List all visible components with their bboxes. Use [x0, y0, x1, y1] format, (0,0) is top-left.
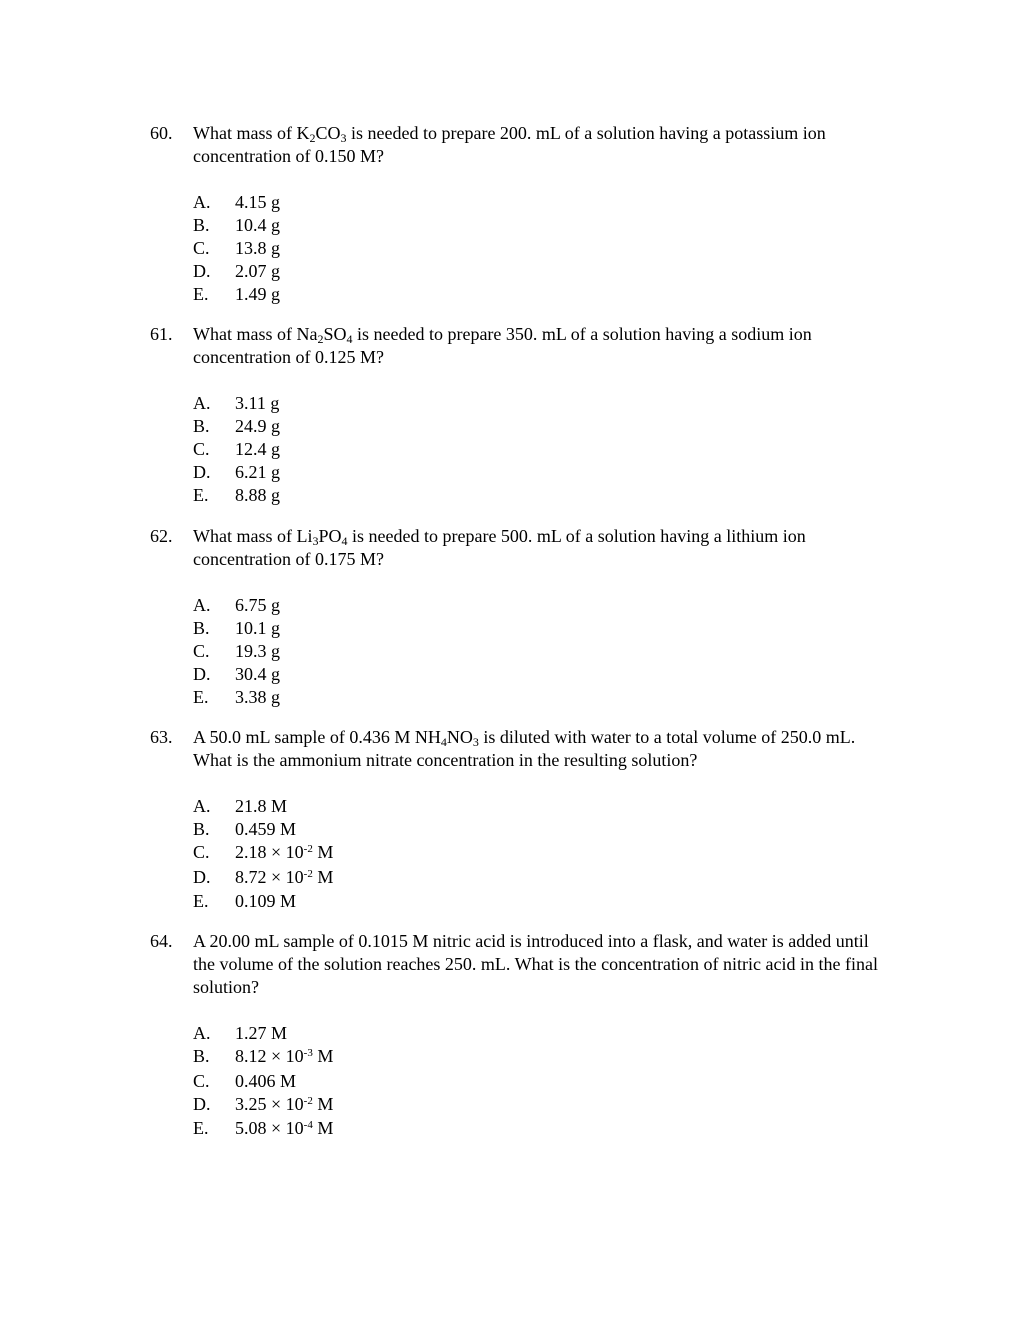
option-a: A. 1.27 M: [193, 1023, 288, 1043]
option-a: A. 3.11 g: [193, 393, 280, 413]
option-e: E. 8.88 g: [193, 485, 280, 505]
question-61: [150, 323, 880, 507]
answer-options: [193, 392, 880, 507]
option-b: B. $8.12 \times 10^{-3}$ M: [193, 1046, 334, 1066]
question-number: 61.: [150, 324, 173, 344]
question-text: What mass of $K_2CO_3$ is needed to prepare 200. mL of a solution having a potassium ion concentration of 0.150 M?: [193, 123, 826, 166]
question-text: A 50.0 mL sample of 0.436 M $NH_4NO_3$ is diluted with water to a total volume of 250.0 mL. What is the ammonium nitrate concentration in the resulting solution?: [193, 727, 856, 770]
question-text: What mass of $Li_3PO_4$ is needed to prepare 500. mL of a solution having a lithium ion concentration of 0.175 M?: [193, 526, 806, 569]
option-e: E. 3.38 g: [193, 687, 280, 707]
option-e: E. $5.08 \times 10^{-4}$ M: [193, 1118, 334, 1138]
question-60: [150, 122, 880, 306]
option-c: C. 19.3 g: [193, 641, 280, 661]
question-number: 64.: [150, 931, 173, 951]
option-d: D. $8.72 \times 10^{-2}$ M: [193, 866, 334, 887]
option-e: E. 1.49 g: [193, 284, 280, 304]
question-text: What mass of $Na_2SO_4$ is needed to prepare 350. mL of a solution having a sodium ion concentration of 0.125 M?: [193, 324, 812, 367]
option-c: C. 0.406 M: [193, 1070, 297, 1091]
question-62: [150, 525, 880, 709]
option-c: C. 13.8 g: [193, 238, 280, 258]
answer-options: [193, 795, 880, 913]
option-b: B. 24.9 g: [193, 416, 280, 436]
option-e: E. 0.109 M: [193, 891, 297, 911]
question-number: 62.: [150, 526, 173, 546]
question-64: [150, 930, 880, 1142]
option-a: A. 6.75 g: [193, 595, 280, 615]
option-c: C. $2.18 \times 10^{-2}$ M: [193, 842, 334, 862]
answer-options: [193, 594, 880, 709]
option-a: A. 21.8 M: [193, 796, 288, 816]
question-63: [150, 726, 880, 913]
answer-options: [193, 191, 880, 306]
option-b: B. 10.4 g: [193, 215, 280, 235]
option-d: D. 6.21 g: [193, 462, 280, 482]
option-b: B. 0.459 M: [193, 819, 297, 839]
option-c: C. 12.4 g: [193, 439, 280, 459]
option-d: D. 30.4 g: [193, 664, 280, 684]
question-text: A 20.00 mL sample of 0.1015 M nitric acid is introduced into a flask, and water is added until the volume of the solution reaches 250. mL. What is the concentration of nitric acid in the final solution?: [193, 931, 878, 997]
option-a: A. 4.15 g: [193, 192, 280, 212]
option-d: D. $3.25 \times 10^{-2}$ M: [193, 1093, 334, 1114]
question-number: 60.: [150, 123, 173, 143]
option-b: B. 10.1 g: [193, 618, 280, 638]
option-d: D. 2.07 g: [193, 261, 280, 281]
answer-options: [193, 1022, 880, 1142]
question-number: 63.: [150, 727, 173, 747]
